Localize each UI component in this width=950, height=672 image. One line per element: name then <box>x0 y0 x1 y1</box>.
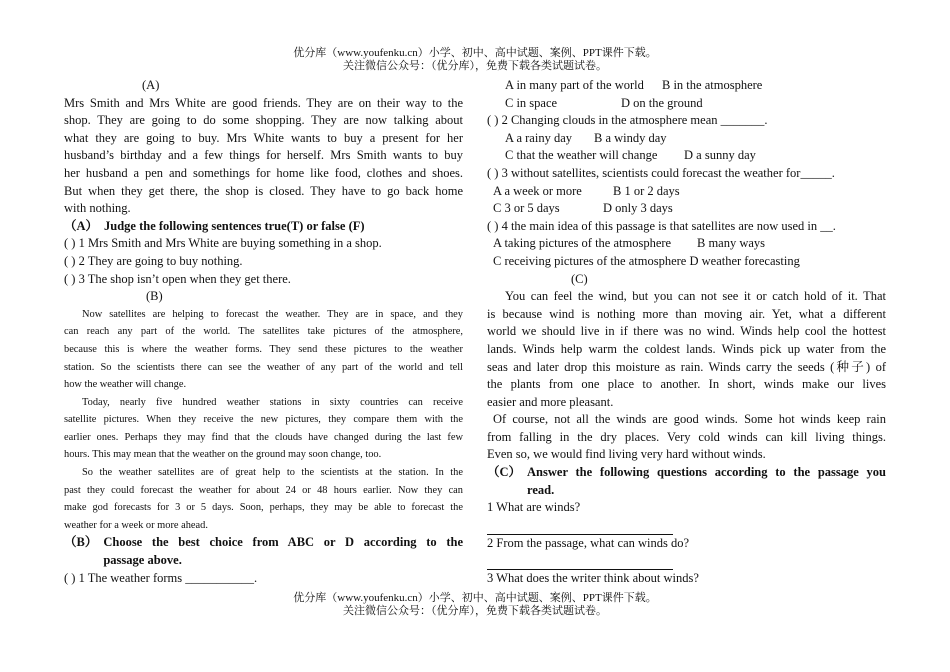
question-a-2[interactable]: ( ) 2 They are going to buy nothing. <box>64 253 243 268</box>
q2-options-row-2 <box>487 147 886 165</box>
option[interactable]: C 3 or 5 days <box>493 201 560 216</box>
q4-options-row-2 <box>487 253 886 271</box>
q3-options-row-1 <box>487 183 886 201</box>
task-b-instruction-2: passage above. <box>103 553 182 568</box>
passage-b-line: earlier ones. Perhaps they may find that the clouds have changed during the last few <box>64 431 463 443</box>
passage-b <box>64 306 463 535</box>
passage-a-line: Mrs Smith and Mrs White are good friends. They are on their way to the <box>64 95 463 110</box>
question-b-4[interactable]: ( ) 4 the main idea of this passage is that satellites are now used in __. <box>487 218 836 233</box>
q2-options-row-1 <box>487 130 886 148</box>
task-c-heading <box>487 464 886 499</box>
passage-b-line: can reach any part of the world. The satellites take pictures of the atmosphere, <box>64 326 463 338</box>
passage-c-line: seas and later drop this moisture as rain. Winds carry the seeds (种子) of <box>487 359 886 374</box>
header-line-1: 优分库（www.youfenku.cn）小学、初中、高中试题、案例、PPT课件下载。 <box>293 47 657 59</box>
option[interactable]: D weather forecasting <box>689 253 800 268</box>
passage-c-line: lands. Winds help warm the coldest lands. Winds pick up water from the <box>487 341 886 356</box>
passage-b-line: past they could forecast the weather for about 24 or 48 hours earlier. Now they can <box>64 484 463 496</box>
option[interactable]: D only 3 days <box>603 201 673 216</box>
question-c-1: 1 What are winds? <box>487 500 581 515</box>
passage-a-line: shop. They are going to do some shopping. They are now talking about <box>64 113 463 128</box>
question-c-2: 2 From the passage, what can winds do? <box>487 535 690 550</box>
task-a-tag: （A） <box>64 218 99 233</box>
passage-c-line: easier and more pleasant. <box>487 394 614 409</box>
passage-a-line: her husband a pen and somethings for home like food, clothes and shoes. <box>64 165 463 180</box>
question-a-1[interactable]: ( ) 1 Mrs Smith and Mrs White are buying something in a shop. <box>64 236 382 251</box>
passage-b-line: satellite pictures. When they receive the new pictures, they compare them with the <box>64 414 463 426</box>
option[interactable]: A taking pictures of the atmosphere <box>493 236 672 251</box>
q1-options-row-1 <box>487 77 886 95</box>
passage-a-line: with nothing. <box>64 201 131 216</box>
question-a-3[interactable]: ( ) 3 The shop isn’t open when they get there. <box>64 271 291 286</box>
header-line-2: 关注微信公众号：（优分库），免费下载各类试题试卷。 <box>343 60 607 72</box>
task-a-heading <box>64 218 463 236</box>
answer-line-c-2[interactable] <box>487 552 673 570</box>
page-header <box>0 47 950 73</box>
passage-a-line: what they are going to buy. Mrs White wants to buy a present for her <box>64 130 463 145</box>
option[interactable]: A in many part of the world <box>505 78 644 92</box>
question-b-2[interactable]: ( ) 2 Changing clouds in the atmosphere mean _______. <box>487 113 768 128</box>
option[interactable]: D on the ground <box>621 95 703 110</box>
passage-b-line: Now satellites are helping to forecast the weather. They are in space, and they <box>82 308 463 320</box>
footer-line-1: 优分库（www.youfenku.cn）小学、初中、高中试题、案例、PPT课件下载。 <box>293 592 657 604</box>
task-c-instruction-1: Answer the following questions according to the passage you <box>527 465 886 480</box>
passage-a-line: But when they get there, the shop is closed. They have to go back home <box>64 183 463 198</box>
option[interactable]: A a rainy day <box>505 130 572 145</box>
passage-c <box>487 288 886 464</box>
task-a-instruction: Judge the following sentences true(T) or false (F) <box>104 218 365 233</box>
task-b-instruction-1: Choose the best choice from ABC or D according to the <box>103 535 463 550</box>
right-column <box>487 77 886 588</box>
question-b-1[interactable]: ( ) 1 The weather forms ___________. <box>64 570 258 585</box>
left-column <box>64 77 463 587</box>
q4-options-row-1 <box>487 235 886 253</box>
passage-a-line: husband’s birthday and a few things for herself. Mrs Smith wants to buy <box>64 148 463 163</box>
passage-b-line: So the weather satellites are of great help to the scientists at the station. In the <box>82 467 463 479</box>
q1-options-row-2 <box>487 95 886 113</box>
option[interactable]: B many ways <box>697 236 766 251</box>
question-b-3[interactable]: ( ) 3 without satellites, scientists could forecast the weather for_____. <box>487 165 835 180</box>
passage-c-line: You can feel the wind, but you can not see it or catch hold of it. That <box>505 289 886 304</box>
task-c-instruction-2: read. <box>527 482 555 497</box>
passage-b-line: station. So the scientists there can see the weather of any part of the world and tell <box>64 361 463 373</box>
passage-c-label: (C) <box>571 271 588 286</box>
passage-b-line: make god forecasts for 3 or 5 days. Soon, perhaps, they may be able to forecast the <box>64 502 463 514</box>
question-c-3: 3 What does the writer think about winds? <box>487 571 699 586</box>
passage-c-line: the plants from one place to another. In short, winds make our lives <box>487 377 886 392</box>
passage-c-line: world we should live in if there was no wind. Winds help cool the hottest <box>487 324 886 339</box>
page-footer <box>0 592 950 618</box>
passage-c-line: is because wind is nothing more than moving air. Yet, what a different <box>487 306 886 321</box>
passage-b-line: Today, nearly five hundred weather stations in sixty countries can receive <box>82 396 463 408</box>
passage-b-line: how the weather will change. <box>64 379 187 391</box>
footer-line-2: 关注微信公众号：（优分库），免费下载各类试题试卷。 <box>343 605 607 617</box>
passage-a <box>64 95 463 218</box>
option[interactable]: D a sunny day <box>684 148 756 163</box>
q3-options-row-2 <box>487 200 886 218</box>
passage-c-line: Even so, we would find living very hard without winds. <box>487 447 766 462</box>
option[interactable]: B a windy day <box>594 130 667 145</box>
passage-c-line: Of course, not all the winds are good winds. Some hot winds keep rain <box>493 412 886 427</box>
task-b-tag: （B） <box>64 535 98 550</box>
answer-line-c-1[interactable] <box>487 517 673 535</box>
passage-b-line: weather for a week or more ahead. <box>64 519 208 531</box>
option[interactable]: C receiving pictures of the atmosphere <box>493 253 687 268</box>
task-c-tag: （C） <box>487 465 522 480</box>
option[interactable]: C in space <box>505 95 558 110</box>
option[interactable]: B in the atmosphere <box>662 78 763 92</box>
passage-c-line: from falling in the dry places. Very cold winds can kill living things. <box>487 429 886 444</box>
option[interactable]: B 1 or 2 days <box>613 183 680 198</box>
option[interactable]: C that the weather will change <box>505 148 658 163</box>
task-b-heading <box>64 534 463 569</box>
passage-b-label: (B) <box>146 289 163 304</box>
passage-b-line: hours. This may mean that the weather on the ground may soon change, too. <box>64 449 382 461</box>
passage-a-label: (A) <box>142 78 160 92</box>
passage-b-line: because this is where the weather forms. They send these pictures to the weather <box>64 343 463 355</box>
option[interactable]: A a week or more <box>493 183 582 198</box>
